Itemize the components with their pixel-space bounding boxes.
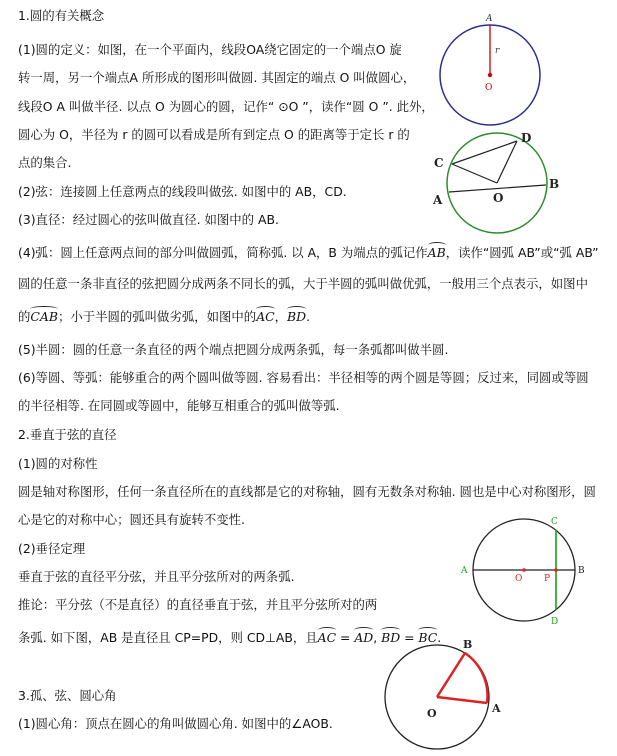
- arc-definition-line-2: 圆的任意一条非直径的弦把圆分成两条不同长的弧，大于半圆的弧叫做优弧，一般用三个点表示，如图中: [18, 276, 588, 291]
- fig4-label-o: O: [427, 707, 437, 720]
- fig4-label-a: A: [492, 702, 501, 715]
- arc-sep: ，: [274, 309, 288, 324]
- equal-circle-line-1: (6)等圆、等弧：能够重合的两个圆叫做等圆. 容易看出：半径相等的两个圆是等圆；反过来，同圆或等圆: [18, 370, 589, 385]
- fig2-label-b: B: [549, 177, 560, 191]
- symmetry-line-1: 圆是轴对称图形，任何一条直径所在的直线都是它的对称轴，圆有无数条对称轴. 圆也是中心对称图形，圆: [18, 484, 596, 499]
- arc-text-b: ，读作“圆弧 AB”或“弧 AB”: [445, 245, 599, 260]
- circle-definition-line-2: 转一周，另一个端点A 所形成的图形叫做圆. 其固定的端点 O 叫做圆心，: [18, 70, 416, 85]
- arc-bd-symbol: BD: [287, 309, 307, 324]
- symmetry-title: (1)圆的对称性: [18, 456, 98, 471]
- arc-ac-symbol: AC: [256, 309, 275, 324]
- fig1-label-o: O: [485, 83, 493, 93]
- fig1-label-r: r: [495, 46, 500, 56]
- arc-ab-symbol: AB: [427, 245, 446, 260]
- fig2-label-c: C: [434, 156, 444, 170]
- equal-circle-line-2: 的半径相等. 在同圆或等圆中，能够互相重合的弧叫做等弧.: [18, 398, 340, 413]
- circle-definition-line-3: 线段O A 叫做半径. 以点 O 为圆心的圆，记作“ ⊙O ”，读作“圆 O ”. 此外，: [18, 99, 434, 114]
- eq-sign-2: =: [400, 630, 419, 645]
- fig3-label-o: O: [515, 574, 523, 584]
- semicircle-definition: (5)半圆：圆的任意一条直径的两个端点把圆分成两条弧，每一条弧都叫做半圆.: [18, 342, 449, 357]
- arc-text-a: (4)弧：圆上任意两点间的部分叫做圆弧，简称弧. 以 A，B 为端点的弧记作: [18, 245, 428, 260]
- diameter-definition: (3)直径：经过圆心的弦叫做直径. 如图中的 AB.: [18, 212, 279, 227]
- corollary-text-a: 条弧. 如下图，AB 是直径且 CP=PD，则 CD⊥AB，且: [18, 630, 318, 645]
- arc-bc-eq-symbol: BC: [418, 630, 438, 645]
- arc-text-e: .: [306, 309, 311, 324]
- section-title-2: 2.垂直于弦的直径: [18, 427, 117, 442]
- fig3-label-d: D: [551, 617, 559, 627]
- eq-sign-1: =: [336, 630, 355, 645]
- symmetry-line-2: 心是它的对称中心；圆还具有旋转不变性.: [18, 512, 245, 527]
- fig4-radius-oa: [437, 697, 487, 703]
- arc-text-c: 的: [18, 309, 31, 324]
- arc-cab-symbol: CAB: [30, 309, 58, 324]
- arc-ac-eq-symbol: AC: [317, 630, 337, 645]
- circle-definition-line-1: (1)圆的定义：如图，在一个平面内，线段OA绕它固定的一个端点O 旋: [18, 42, 402, 57]
- fig2-label-d: D: [521, 131, 532, 145]
- arc-text-d: ；小于半圆的弧叫做劣弧，如图中的: [57, 309, 257, 324]
- theorem-text: 垂直于弦的直径平分弦，并且平分弦所对的两条弧.: [18, 569, 295, 584]
- corollary-line-1: 推论：平分弦（不是直径）的直径垂直于弦，并且平分弦所对的两: [18, 597, 378, 612]
- fig4-label-b: B: [463, 638, 473, 651]
- arc-ad-eq-symbol: AD: [354, 630, 374, 645]
- circle-definition-line-5: 点的集合.: [18, 155, 72, 170]
- fig1-label-a: A: [486, 14, 493, 24]
- section-title-1: 1.圆的有关概念: [18, 8, 105, 23]
- fig3-label-a: A: [461, 566, 468, 576]
- fig3-label-c: C: [551, 517, 558, 527]
- chord-definition: (2)弦：连接圆上任意两点的线段叫做弦. 如图中的 AB，CD.: [18, 184, 347, 199]
- fig2-label-o: O: [493, 191, 504, 205]
- fig2-label-a: A: [433, 193, 443, 207]
- fig4-arc-ab: [465, 653, 487, 703]
- corollary-text-b: .: [437, 630, 442, 645]
- circle-definition-line-4: 圆心为 O，半径为 r 的圆可以看成是所有到定点 O 的距离等于定长 r 的: [18, 127, 410, 142]
- fig3-label-b: B: [578, 566, 585, 576]
- fig4-radius-ob: [437, 653, 465, 697]
- fig3-label-p: P: [544, 574, 551, 584]
- section-title-3: 3.孤、弦、圆心角: [18, 688, 117, 703]
- central-angle-definition: (1)圆心角：顶点在圆心的角叫做圆心角. 如图中的∠AOB.: [18, 716, 333, 731]
- arc-bd-eq-symbol: BD: [381, 630, 401, 645]
- corollary-sep: ,: [373, 630, 382, 645]
- theorem-title: (2)垂径定理: [18, 541, 86, 556]
